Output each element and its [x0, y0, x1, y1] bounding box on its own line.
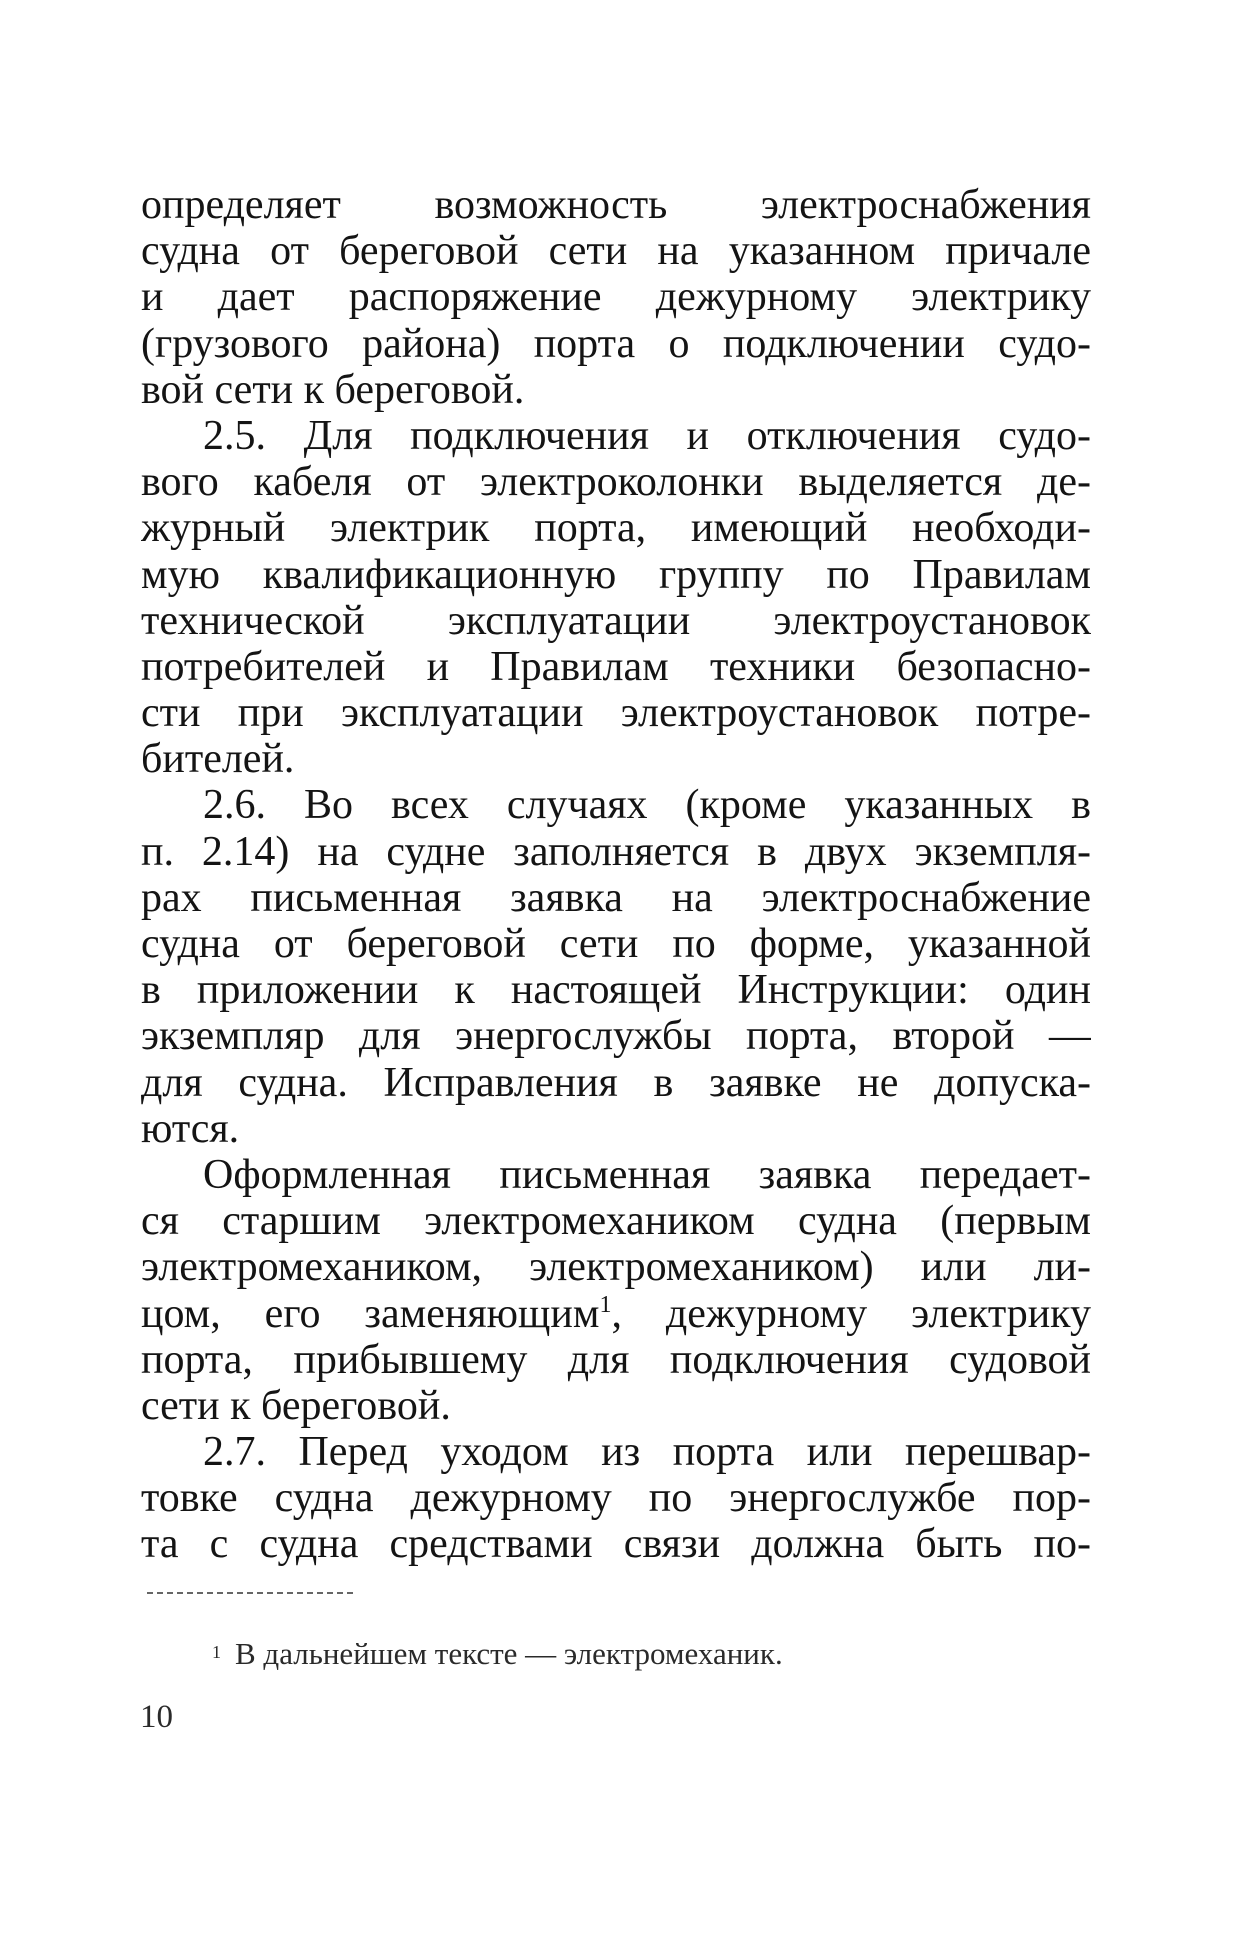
text-fragment: , дежурному электрику [611, 1290, 1091, 1337]
text-line: и дает распоряжение дежурному электрику [141, 274, 1091, 321]
page-number: 10 [140, 1699, 173, 1735]
text-line: потребителей и Правилам техники безопасно- [141, 643, 1091, 690]
text-line: электромехаником, электромехаником) или ли- [141, 1244, 1091, 1291]
text-fragment: цом, его заменяющим [141, 1290, 600, 1337]
footnote-marker: 1 [212, 1642, 221, 1662]
text-line: рах письменная заявка на электроснабжение [141, 874, 1091, 921]
text-line: судна от береговой сети по форме, указанной [141, 921, 1091, 967]
text-line: вой сети к береговой. [141, 366, 525, 413]
text-line: журный электрик порта, имеющий необходи- [141, 505, 1091, 552]
paragraph-2-7-start: 2.7. Перед уходом из порта или перешвар- [203, 1429, 1091, 1476]
paragraph-application-start: Оформленная письменная заявка передает- [203, 1151, 1091, 1198]
paragraph-2-6-start: 2.6. Во всех случаях (кроме указанных в [203, 782, 1091, 829]
text-line: та с судна средствами связи должна быть по- [141, 1521, 1091, 1568]
text-line: ются. [141, 1105, 240, 1152]
text-line: сти при эксплуатации электроустановок потре- [141, 690, 1091, 737]
text-line: п. 2.14) на судне заполняется в двух экземпля- [141, 828, 1091, 875]
footnote-reference: 1 [599, 1291, 612, 1318]
text-line: вого кабеля от электроколонки выделяется де- [141, 459, 1091, 506]
text-line: бителей. [141, 736, 295, 783]
footnote-divider [147, 1592, 353, 1594]
text-line: мую квалификационную группу по Правилам [141, 551, 1091, 598]
text-line: экземпляр для энергослужбы порта, второй — [141, 1013, 1091, 1060]
text-line: товке судна дежурному по энергослужбе пор- [141, 1475, 1091, 1522]
text-line: порта, прибывшему для подключения судовой [141, 1336, 1091, 1383]
footnote-text: В дальнейшем тексте — электромеханик. [235, 1636, 783, 1671]
text-line: ся старшим электромехаником судна (первым [141, 1198, 1091, 1245]
footnote [212, 1636, 783, 1676]
text-line: определяет возможность электроснабжения [141, 182, 1091, 228]
text-line-with-footnote-ref [141, 1291, 1091, 1337]
text-line: судна от береговой сети на указанном причале [141, 228, 1091, 275]
body-text [141, 182, 1091, 1568]
text-line: для судна. Исправления в заявке не допуска- [141, 1059, 1091, 1106]
text-line: в приложении к настоящей Инструкции: один [141, 967, 1091, 1014]
text-line: технической эксплуатации электроустановок [141, 597, 1091, 644]
paragraph-2-5-start: 2.5. Для подключения и отключения судо- [203, 412, 1091, 459]
text-line: сети к береговой. [141, 1382, 451, 1429]
text-line: (грузового района) порта о подключении судо- [141, 320, 1091, 367]
